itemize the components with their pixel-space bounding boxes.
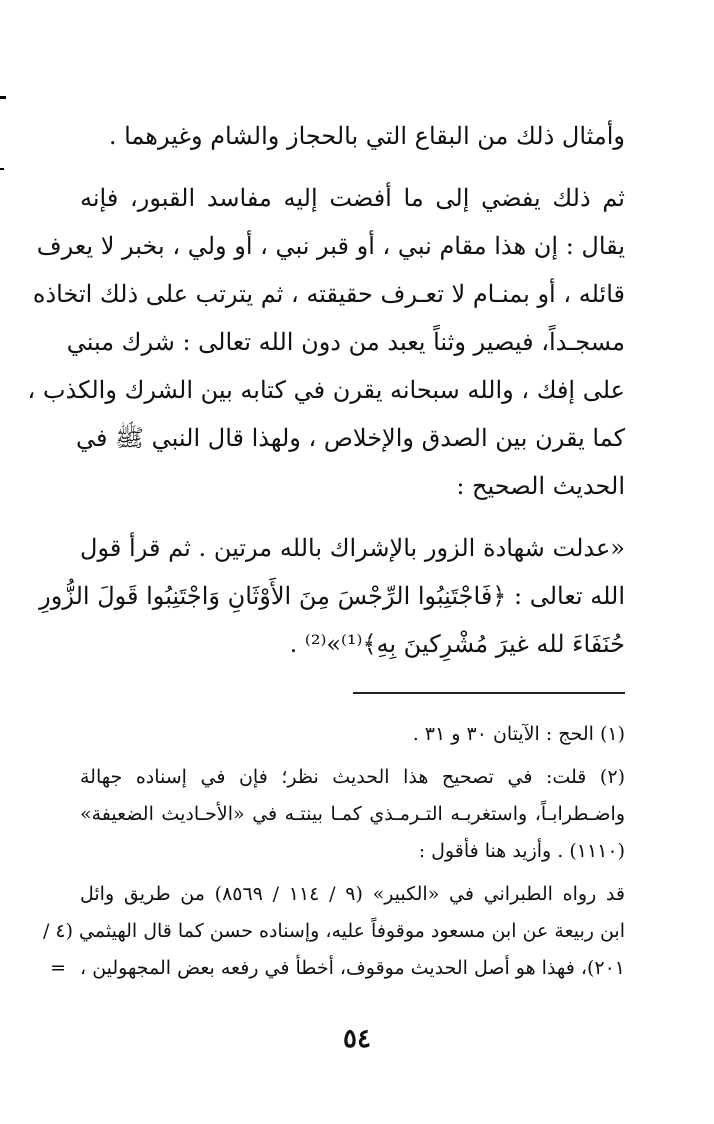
margin-tick-mark <box>0 168 4 170</box>
text-line <box>50 950 625 987</box>
text-line: (١١١٠) . وأزيد هنا فأقول : <box>418 840 625 862</box>
text-line: وأمثال ذلك من البقاع التي بالحجاز والشام وغيرهما . <box>108 122 625 150</box>
paragraph-1 <box>80 112 625 160</box>
paragraph-2 <box>27 174 625 510</box>
margin-tick-mark <box>0 96 6 99</box>
page-content <box>27 112 626 987</box>
text-line: «عدلت شهادة الزور بالإشراك بالله مرتين . ثم قرأ قول <box>80 534 625 562</box>
text-line-content: ٢٠١)، فهذا هو أصل الحديث موقوف، أخطأ في رفعه بعض المجهولين ، <box>80 957 625 979</box>
main-text <box>27 112 625 668</box>
text-line: قد رواه الطبراني في «الكبير» (٩ / ١١٤ / ٨٥٦٩) من طريق وائل <box>80 883 626 905</box>
text-line: (١) الحج : الآيتان ٣٠ و ٣١ . <box>412 723 625 745</box>
text-line: كما يقرن بين الصدق والإخلاص ، ولهذا قال النبي ﷺ في <box>75 424 625 452</box>
text-line: ابن ربيعة عن ابن مسعود موقوفاً عليه، وإسناده حسن كما قال الهيثمي (٤ / <box>42 920 625 942</box>
text-line: ثم ذلك يفضي إلى ما أفضت إليه مفاسد القبور، فإنه <box>80 184 625 212</box>
continuation-mark: = <box>50 957 67 979</box>
text-line: يقال : إن هذا مقام نبي ، أو قبر نبي ، أو ولي ، بخبر لا يعرف <box>36 232 625 260</box>
text-line: على إفك ، والله سبحانه يقرن في كتابه بين الشرك والكذب ، <box>27 376 625 404</box>
footnote-2 <box>80 759 625 870</box>
text-line: الله تعالى : ﴿فَاجْتَنِبُوا الرِّجْسَ مِنَ الأَوْثَانِ وَاجْتَنِبُوا قَولَ الزُّورِ <box>39 582 625 610</box>
footnote-1 <box>80 716 625 753</box>
page-number: ٥٤ <box>343 1024 371 1054</box>
text-line: الحديث الصحيح : <box>456 472 625 500</box>
text-line: قائله ، أو بمنـام لا تعـرف حقيقته ، ثم يترتب على ذلك اتخاذه <box>32 280 625 308</box>
text-line: مسجـداً، فيصير وثناً يعبد من دون الله تعالى : شرك مبني <box>66 328 625 356</box>
footnote-2-continued <box>42 876 626 987</box>
footnotes <box>42 716 626 987</box>
text-line: حُنَفَاءَ لله غيرَ مُشْرِكينَ بِهِ﴾⁽¹⁾»⁽²⁾ . <box>289 630 625 658</box>
footnote-separator <box>353 692 625 694</box>
text-line: (٢) قلت: في تصحيح هذا الحديث نظر؛ فإن في إسناده جهالة <box>80 766 625 788</box>
paragraph-3-hadith-quote <box>39 524 625 668</box>
text-line: واضـطرابـاً، واستغربـه التـرمـذي كمـا بينتـه في «الأحـاديث الضعيفة» <box>80 803 625 825</box>
